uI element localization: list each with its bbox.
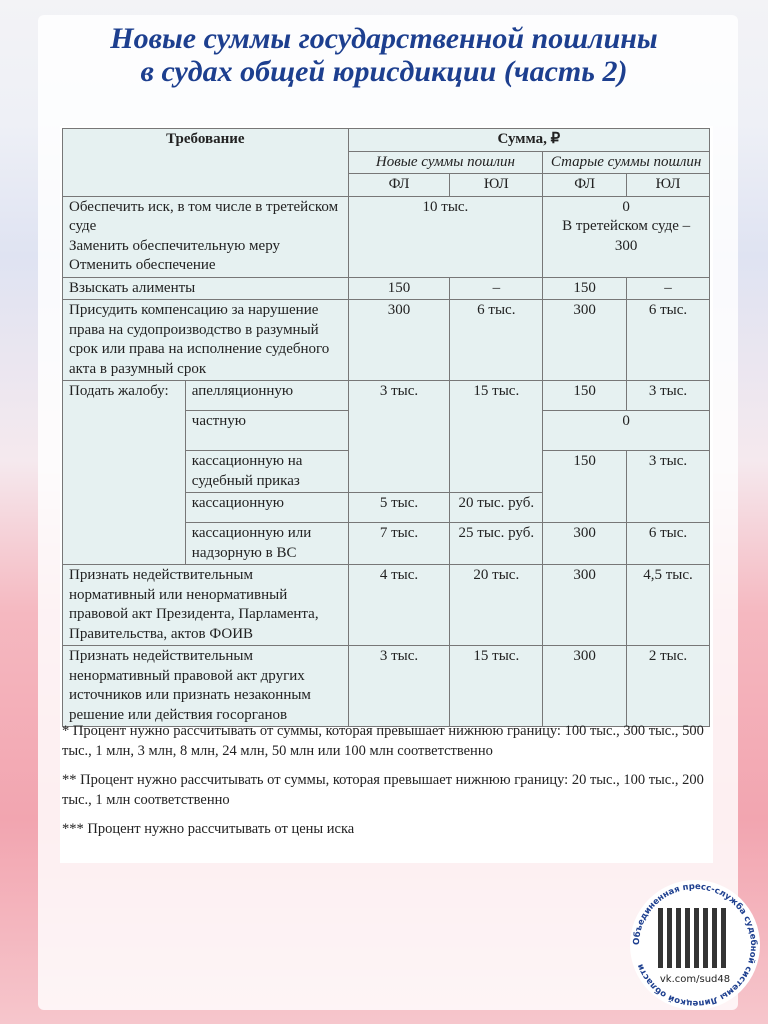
value-cell: 5 тыс. [348,493,450,523]
value-cell: 3 тыс. [348,381,450,493]
page-title: Новые суммы государственной пошлины в судах общей юрисдикции (часть 2) [110,22,658,88]
qr-code-icon[interactable] [658,908,728,968]
value-cell: 150 [543,381,627,411]
header-fl-old: ФЛ [543,174,627,197]
value-cell: 15 тыс. [450,646,543,727]
value-cell: 300 [543,565,627,646]
req-cell: Признать недействительным ненормативный правовой акт других источников или признать незаконным решение или действия госорганов [63,646,349,727]
sub-req-cell: кассационную [185,493,348,523]
table-row [63,565,710,646]
table-row [63,300,710,381]
value-cell: 2 тыс. [627,646,710,727]
footnote: ** Процент нужно рассчитывать от суммы, которая превышает нижнюю границу: 20 тыс., 100 тыс., 200 тыс., 1 млн соответственно [62,772,704,808]
header-ul-old: ЮЛ [627,174,710,197]
fee-document [60,126,713,863]
req-cell: Присудить компенсацию за нарушение права на судопроизводство в разумный срок или права на исполнение судебного акта в разумный срок [63,300,349,381]
value-cell: 15 тыс. [450,381,543,493]
value-cell: 10 тыс. [348,196,543,277]
value-cell: 150 [543,277,627,300]
header-sum: Сумма, ₽ [348,129,709,152]
header-new: Новые суммы пошлин [348,151,543,174]
header-ul-new: ЮЛ [450,174,543,197]
svg-text:Объединенная пресс-служба суде: Объединенная пресс-служба судебной системы Липецкой области [631,881,759,1009]
header-fl-new: ФЛ [348,174,450,197]
value-cell: 3 тыс. [627,451,710,523]
value-cell: 300 [543,646,627,727]
footnote: *** Процент нужно рассчитывать от цены иска [62,821,355,837]
table-row [63,646,710,727]
vk-link[interactable]: vk.com/sud48 [659,974,731,985]
table-row [63,277,710,300]
req-cell: Обеспечить иск, в том числе в третейском суде Заменить обеспечительную меру Отменить обеспечение [63,196,349,277]
header-requirement: Требование [63,129,349,197]
sub-req-cell: частную [185,411,348,451]
value-cell: 150 [543,451,627,523]
header-old: Старые суммы пошлин [543,151,710,174]
value-cell: 3 тыс. [627,381,710,411]
table-row [63,381,710,411]
value-cell: 7 тыс. [348,523,450,565]
value-cell: 3 тыс. [348,646,450,727]
value-cell: 6 тыс. [627,300,710,381]
req-cell: Признать недействительным нормативный или ненормативный правовой акт Президента, Парламента, Правительства, актов ФОИВ [63,565,349,646]
value-cell: 0 В третейском суде – 300 [543,196,710,277]
value-cell: 20 тыс. руб. [450,493,543,523]
value-cell: 150 [348,277,450,300]
sub-req-cell: апелляционную [185,381,348,411]
press-service-stamp [630,880,760,1010]
value-cell: 300 [543,523,627,565]
value-cell: 300 [348,300,450,381]
fee-table [62,128,710,727]
value-cell: 4,5 тыс. [627,565,710,646]
value-cell: 0 [543,411,710,451]
req-cell: Взыскать алименты [63,277,349,300]
sub-req-cell: кассационную или надзорную в ВС [185,523,348,565]
req-cell: Подать жалобу: [63,381,186,565]
value-cell: 300 [543,300,627,381]
value-cell: 4 тыс. [348,565,450,646]
footnote: * Процент нужно рассчитывать от суммы, которая превышает нижнюю границу: 100 тыс., 300 тыс., 500 тыс., 1 млн, 3 млн, 8 млн, 24 млн, 50 млн или 100 млн соответственно [62,723,704,759]
value-cell: 6 тыс. [450,300,543,381]
sub-req-cell: кассационную на судебный приказ [185,451,348,493]
value-cell: – [627,277,710,300]
value-cell: – [450,277,543,300]
table-row [63,196,710,277]
footnotes [62,722,707,850]
value-cell: 6 тыс. [627,523,710,565]
value-cell: 20 тыс. [450,565,543,646]
value-cell: 25 тыс. руб. [450,523,543,565]
